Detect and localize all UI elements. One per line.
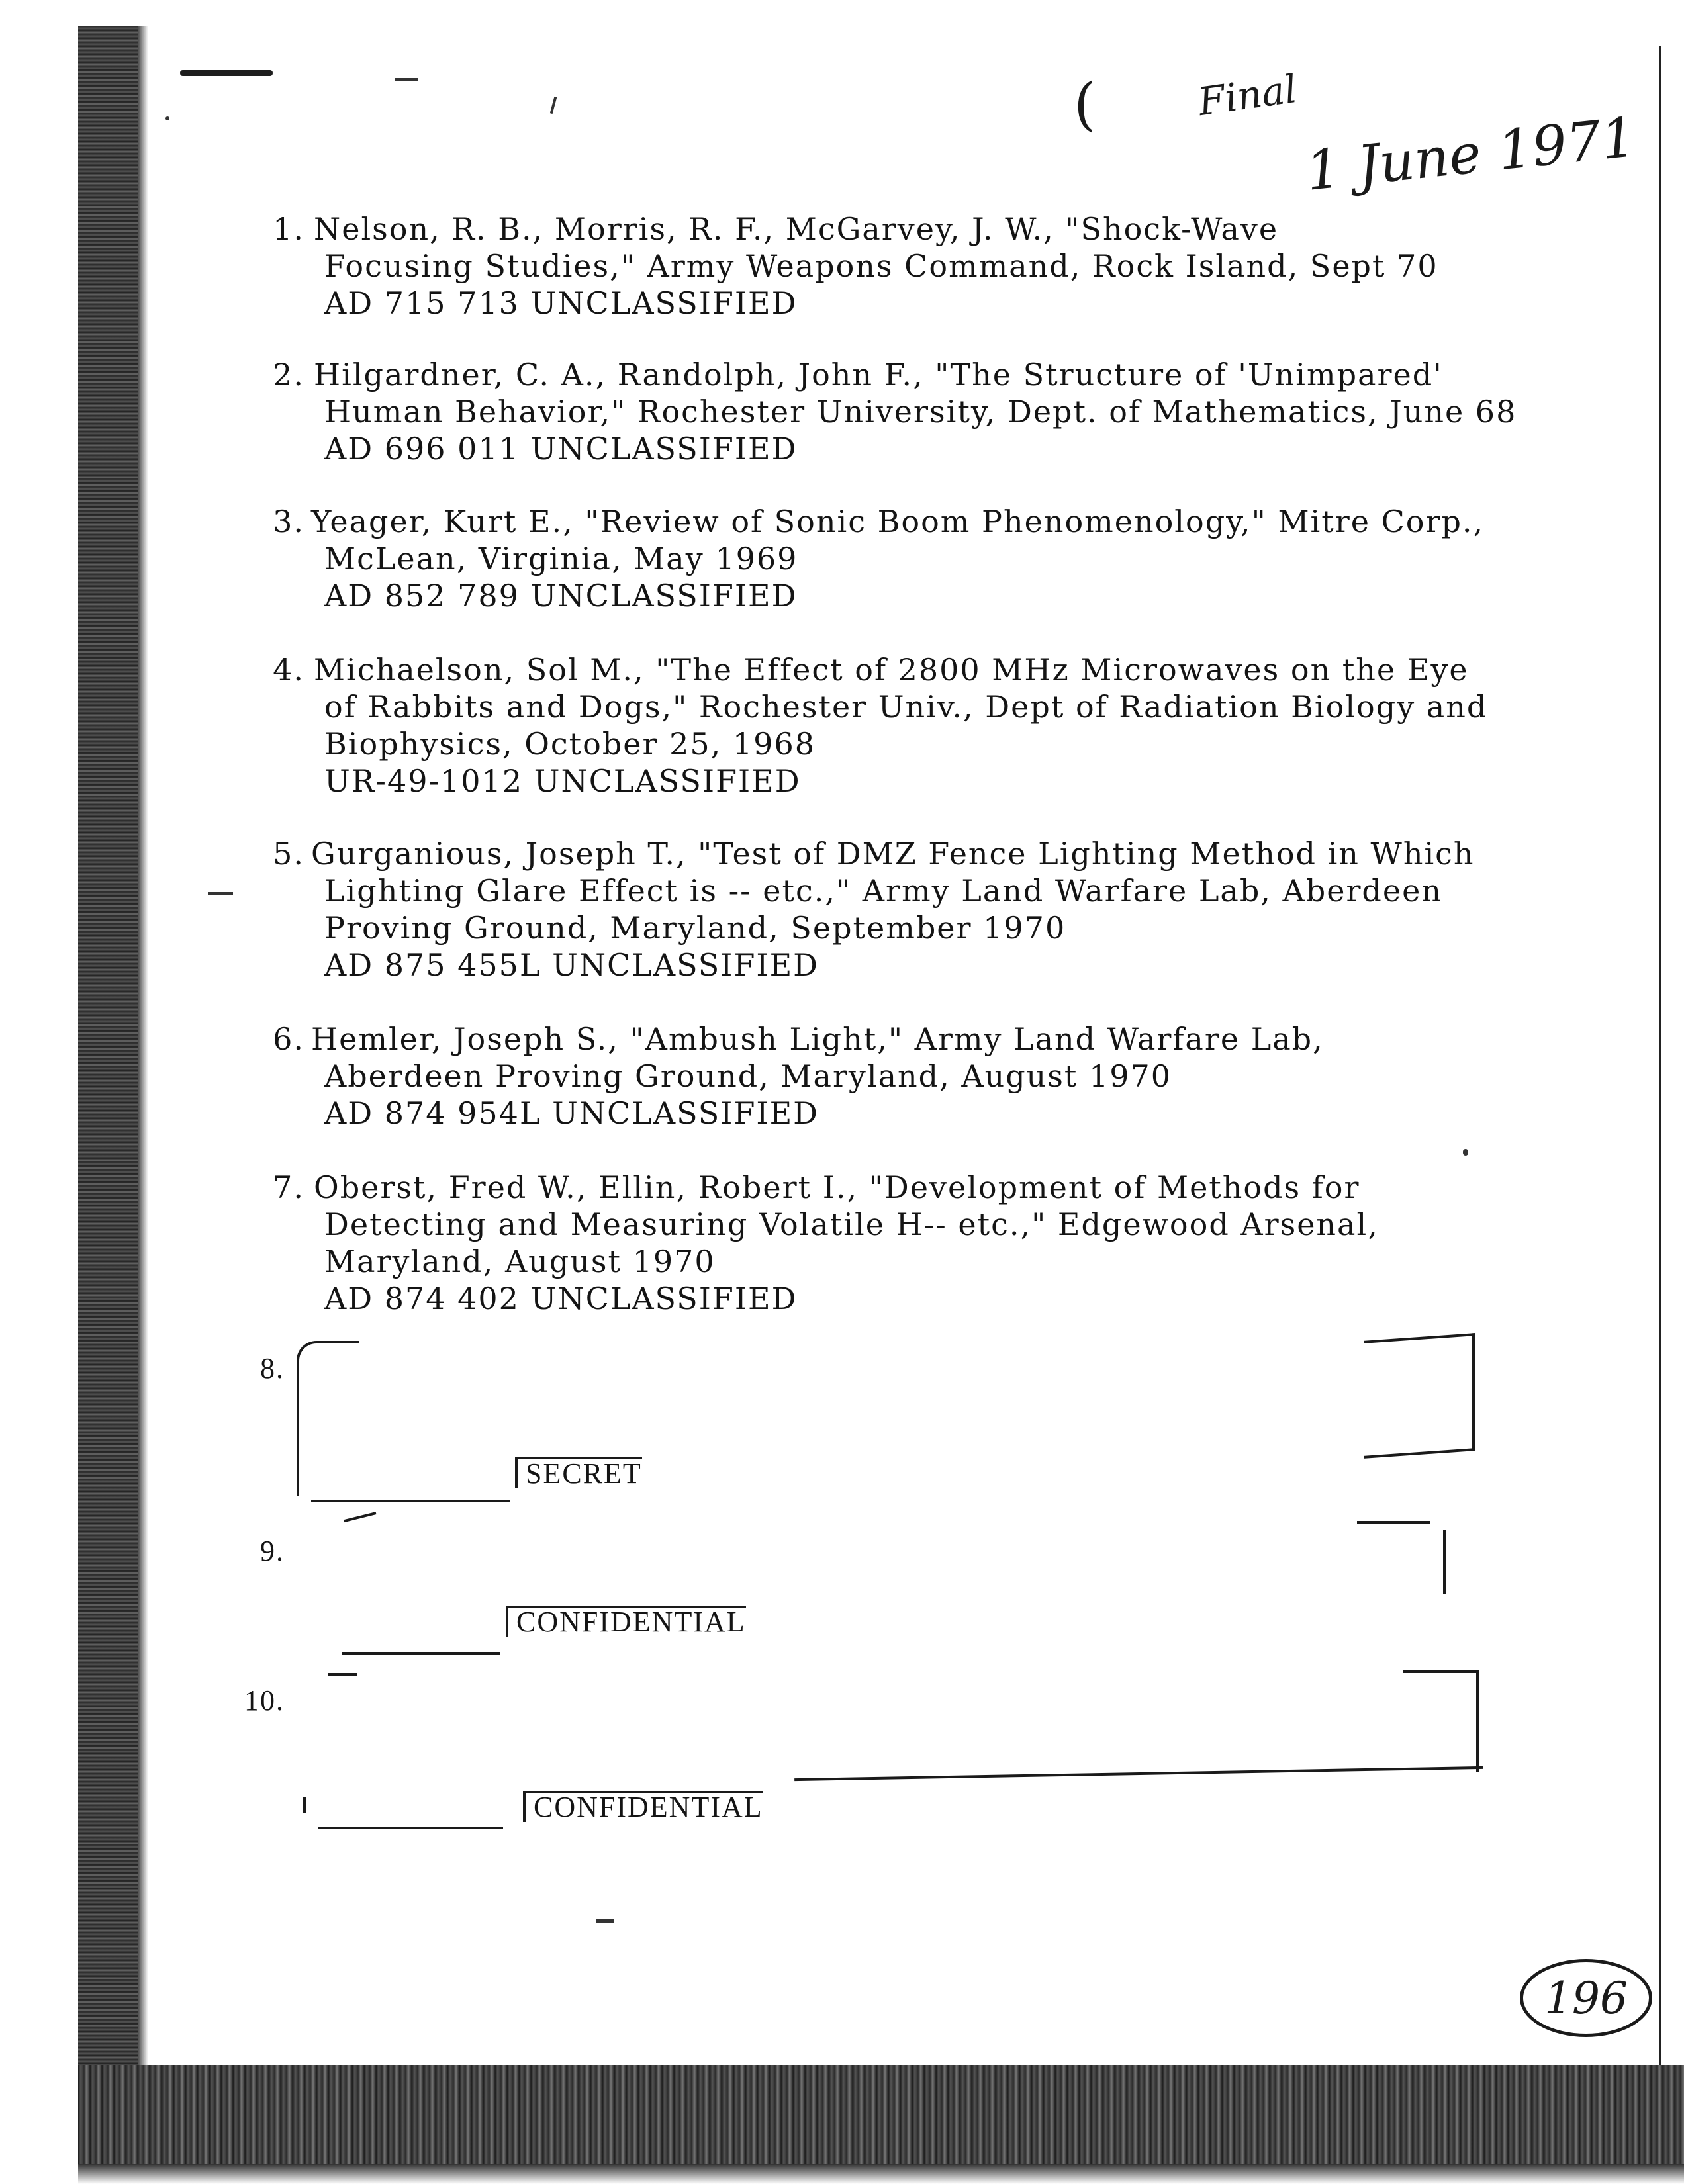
reference-number: 2. [273,357,304,392]
reference-number: 7. [273,1169,304,1205]
reference-line: Detecting and Measuring Volatile H-- etc.," Edgewood Arsenal, [324,1206,1379,1242]
classification-label: CONFIDENTIAL [506,1606,746,1637]
redaction-bracket-right-tick [1440,1530,1446,1594]
reference-line: of Rabbits and Dogs," Rochester Univ., Dept of Radiation Biology and [324,689,1488,725]
reference-item [238,835,1562,983]
reference-line: Maryland, August 1970 [324,1244,716,1279]
reference-line: Oberst, Fred W., Ellin, Robert I., "Development of Methods for [314,1169,1360,1205]
handwritten-filing-mark: Final [1195,66,1300,125]
reference-number: 6. [273,1021,304,1057]
classification-label: CONFIDENTIAL [523,1791,763,1822]
reference-line: McLean, Virginia, May 1969 [324,541,798,576]
reference-line: Hilgardner, C. A., Randolph, John F., "The Structure of 'Unimpared' [314,357,1443,392]
reference-line: Gurganious, Joseph T., "Test of DMZ Fence Lighting Method in Which [311,836,1475,872]
reference-number: 8. [260,1352,285,1385]
reference-number: 4. [273,652,304,688]
redaction-bracket-right [1357,1521,1430,1596]
redaction-bracket-top [328,1673,357,1682]
handwritten-date: 1 June 1971 [1303,106,1639,203]
redaction-bracket-left [297,1341,359,1496]
handwritten-paren: ( [1074,71,1096,138]
reference-line: Aberdeen Proving Ground, Maryland, August 1970 [324,1058,1172,1094]
reference-item [238,210,1562,322]
redaction-bracket-right [1364,1333,1475,1459]
page-number: 196 [1520,1959,1652,2037]
classification-label: SECRET [515,1457,642,1488]
reference-line: AD 696 011 UNCLASSIFIED [324,431,798,467]
reference-line: Focusing Studies," Army Weapons Command, Rock Island, Sept 70 [324,248,1438,284]
redaction-bracket-left-tick [303,1797,308,1813]
redaction-bracket-bottom [311,1493,510,1502]
reference-number: 9. [260,1535,285,1567]
reference-item [238,356,1562,467]
redaction-bracket-bottom [318,1820,503,1829]
reference-item [238,503,1562,614]
reference-line: Biophysics, October 25, 1968 [324,726,816,762]
reference-number: 1. [273,211,304,247]
reference-line: AD 715 713 UNCLASSIFIED [324,285,798,321]
reference-line: Proving Ground, Maryland, September 1970 [324,910,1066,946]
reference-line: Nelson, R. B., Morris, R. F., McGarvey, J. W., "Shock-Wave [314,211,1279,247]
reference-item [238,651,1562,799]
reference-item [238,1169,1562,1317]
reference-number: 10. [244,1684,285,1717]
reference-number: 5. [273,836,304,872]
redaction-bracket-bottom [342,1645,500,1655]
reference-line: Yeager, Kurt E., "Review of Sonic Boom Phenomenology," Mitre Corp., [311,504,1485,539]
reference-line: UR-49-1012 UNCLASSIFIED [324,763,801,799]
reference-line: AD 874 402 UNCLASSIFIED [324,1281,798,1316]
reference-line: Michaelson, Sol M., "The Effect of 2800 MHz Microwaves on the Eye [314,652,1469,688]
redaction-bracket-right [1403,1670,1479,1772]
reference-line: AD 875 455L UNCLASSIFIED [324,947,819,983]
reference-number: 3. [273,504,304,539]
reference-line: Hemler, Joseph S., "Ambush Light," Army Land Warfare Lab, [311,1021,1324,1057]
reference-line: AD 852 789 UNCLASSIFIED [324,578,798,614]
reference-line: Lighting Glare Effect is -- etc.," Army Land Warfare Lab, Aberdeen [324,873,1442,909]
reference-line: Human Behavior," Rochester University, Dept. of Mathematics, June 68 [324,394,1517,430]
reference-line: AD 874 954L UNCLASSIFIED [324,1095,819,1131]
reference-item [238,1021,1562,1132]
